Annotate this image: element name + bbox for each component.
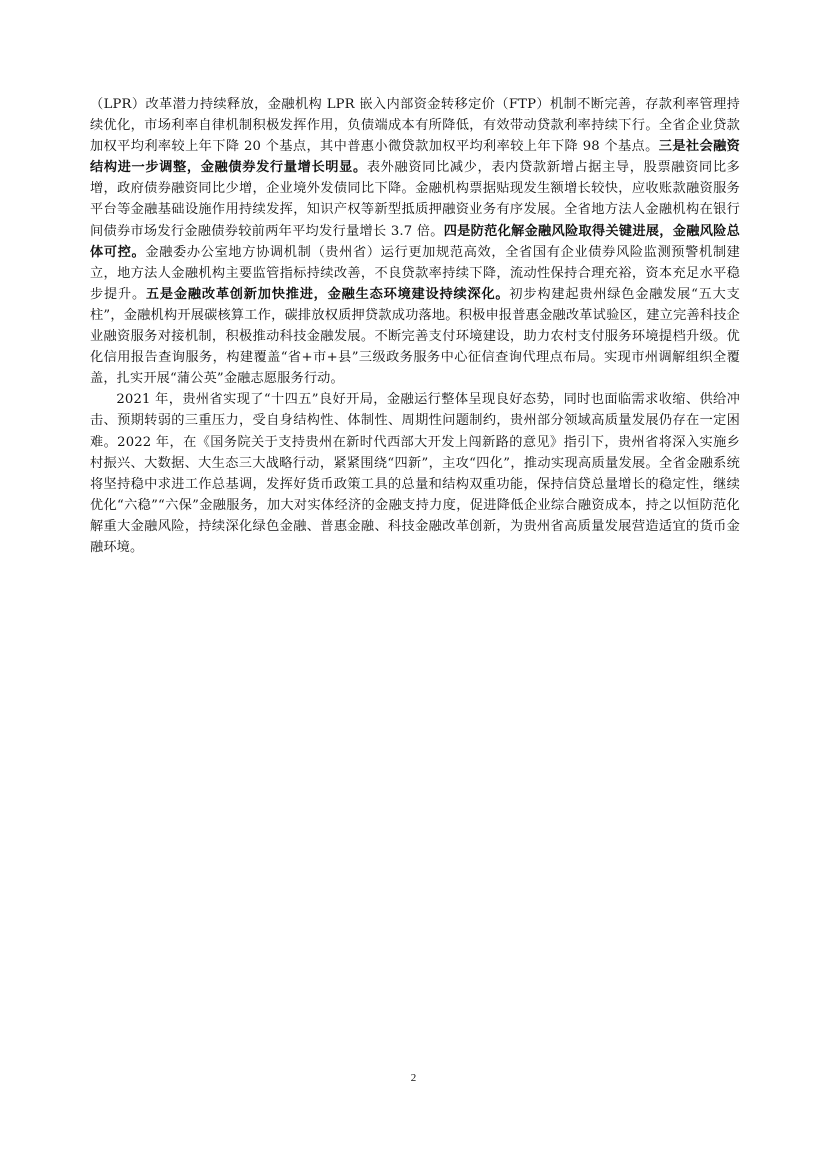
text-segment: 表外融资同比减少，表内贷款新增占据主导，股票融资同比多增，政府债券融资同比少增，企业境外发债同比下降。金融机构票据贴现发生额增长较快，应收账款融资服务平台等金融基础设施作用持续发挥，知识产权等新型抵质押融资业务有序发展。全省地方法人金融机构在银行间债券市场发行金融债券较前两年平均发行量增长 3.7 倍。 [90,160,740,239]
page-number: 2 [410,1072,417,1084]
paragraph-1 [90,94,740,389]
bold-heading-5: 五是金融改革创新加快推进，金融生态环境建设持续深化。 [145,286,510,302]
text-segment: 初步构建起贵州绿色金融发展“五大支柱”，金融机构开展碳核算工作，碳排放权质押贷款成功落地。积极申报普惠金融改革试验区，建立完善科技企业融资服务对接机制，积极推动科技金融发展。不断完善支付环境建设，助力农村支付服务环境提档升级。优化信用报告查询服务，构建覆盖“省+市+县”三级政务服务中心征信查询代理点布局。实现市州调解组织全覆盖，扎实开展“蒲公英”金融志愿服务行动。 [90,286,740,387]
bold-heading-3: 三是社会融资结构进一步调整，金融债券发行量增长明显。 [90,139,740,176]
text-segment: 金融委办公室地方协调机制（贵州省）运行更加规范高效，全省国有企业债券风险监测预警机制建立，地方法人金融机构主要监管指标持续改善，不良贷款率持续下降，流动性保持合理充裕，资本充足水平稳步提升。 [90,244,740,302]
bold-heading-4: 四是防范化解金融风险取得关键进展，金融风险总体可控。 [90,223,740,260]
paragraph-2: 2021 年，贵州省实现了“十四五”良好开局，金融运行整体呈现良好态势，同时也面临需求收缩、供给冲击、预期转弱的三重压力，受自身结构性、体制性、周期性问题制约，贵州部分领域高质量发展仍存在一定困难。2022 年，在《国务院关于支持贵州在新时代西部大开发上闯新路的意见》指引下，贵州省将深入实施乡村振兴、大数据、大生态三大战略行动，紧紧围绕“四新”，主攻“四化”，推动实现高质量发展。全省金融系统将坚持稳中求进工作总基调，发挥好货币政策工具的总量和结构双重功能，保持信贷总量增长的稳定性，继续优化“六稳”“六保”金融服务，加大对实体经济的金融支持力度，促进降低企业综合融资成本，持之以恒防范化解重大金融风险，持续深化绿色金融、普惠金融、科技金融改革创新，为贵州省高质量发展营造适宜的货币金融环境。 [90,392,740,555]
text-segment: （LPR）改革潜力持续释放，金融机构 LPR 嵌入内部资金转移定价（FTP）机制不断完善，存款利率管理持续优化，市场利率自律机制积极发挥作用，负债端成本有所降低，有效带动贷款利率持续下行。全省企业贷款加权平均利率较上年下降 20 个基点，其中普惠小微贷款加权平均利率较上年下降 98 个基点。 [90,97,740,155]
body-text [90,94,740,558]
